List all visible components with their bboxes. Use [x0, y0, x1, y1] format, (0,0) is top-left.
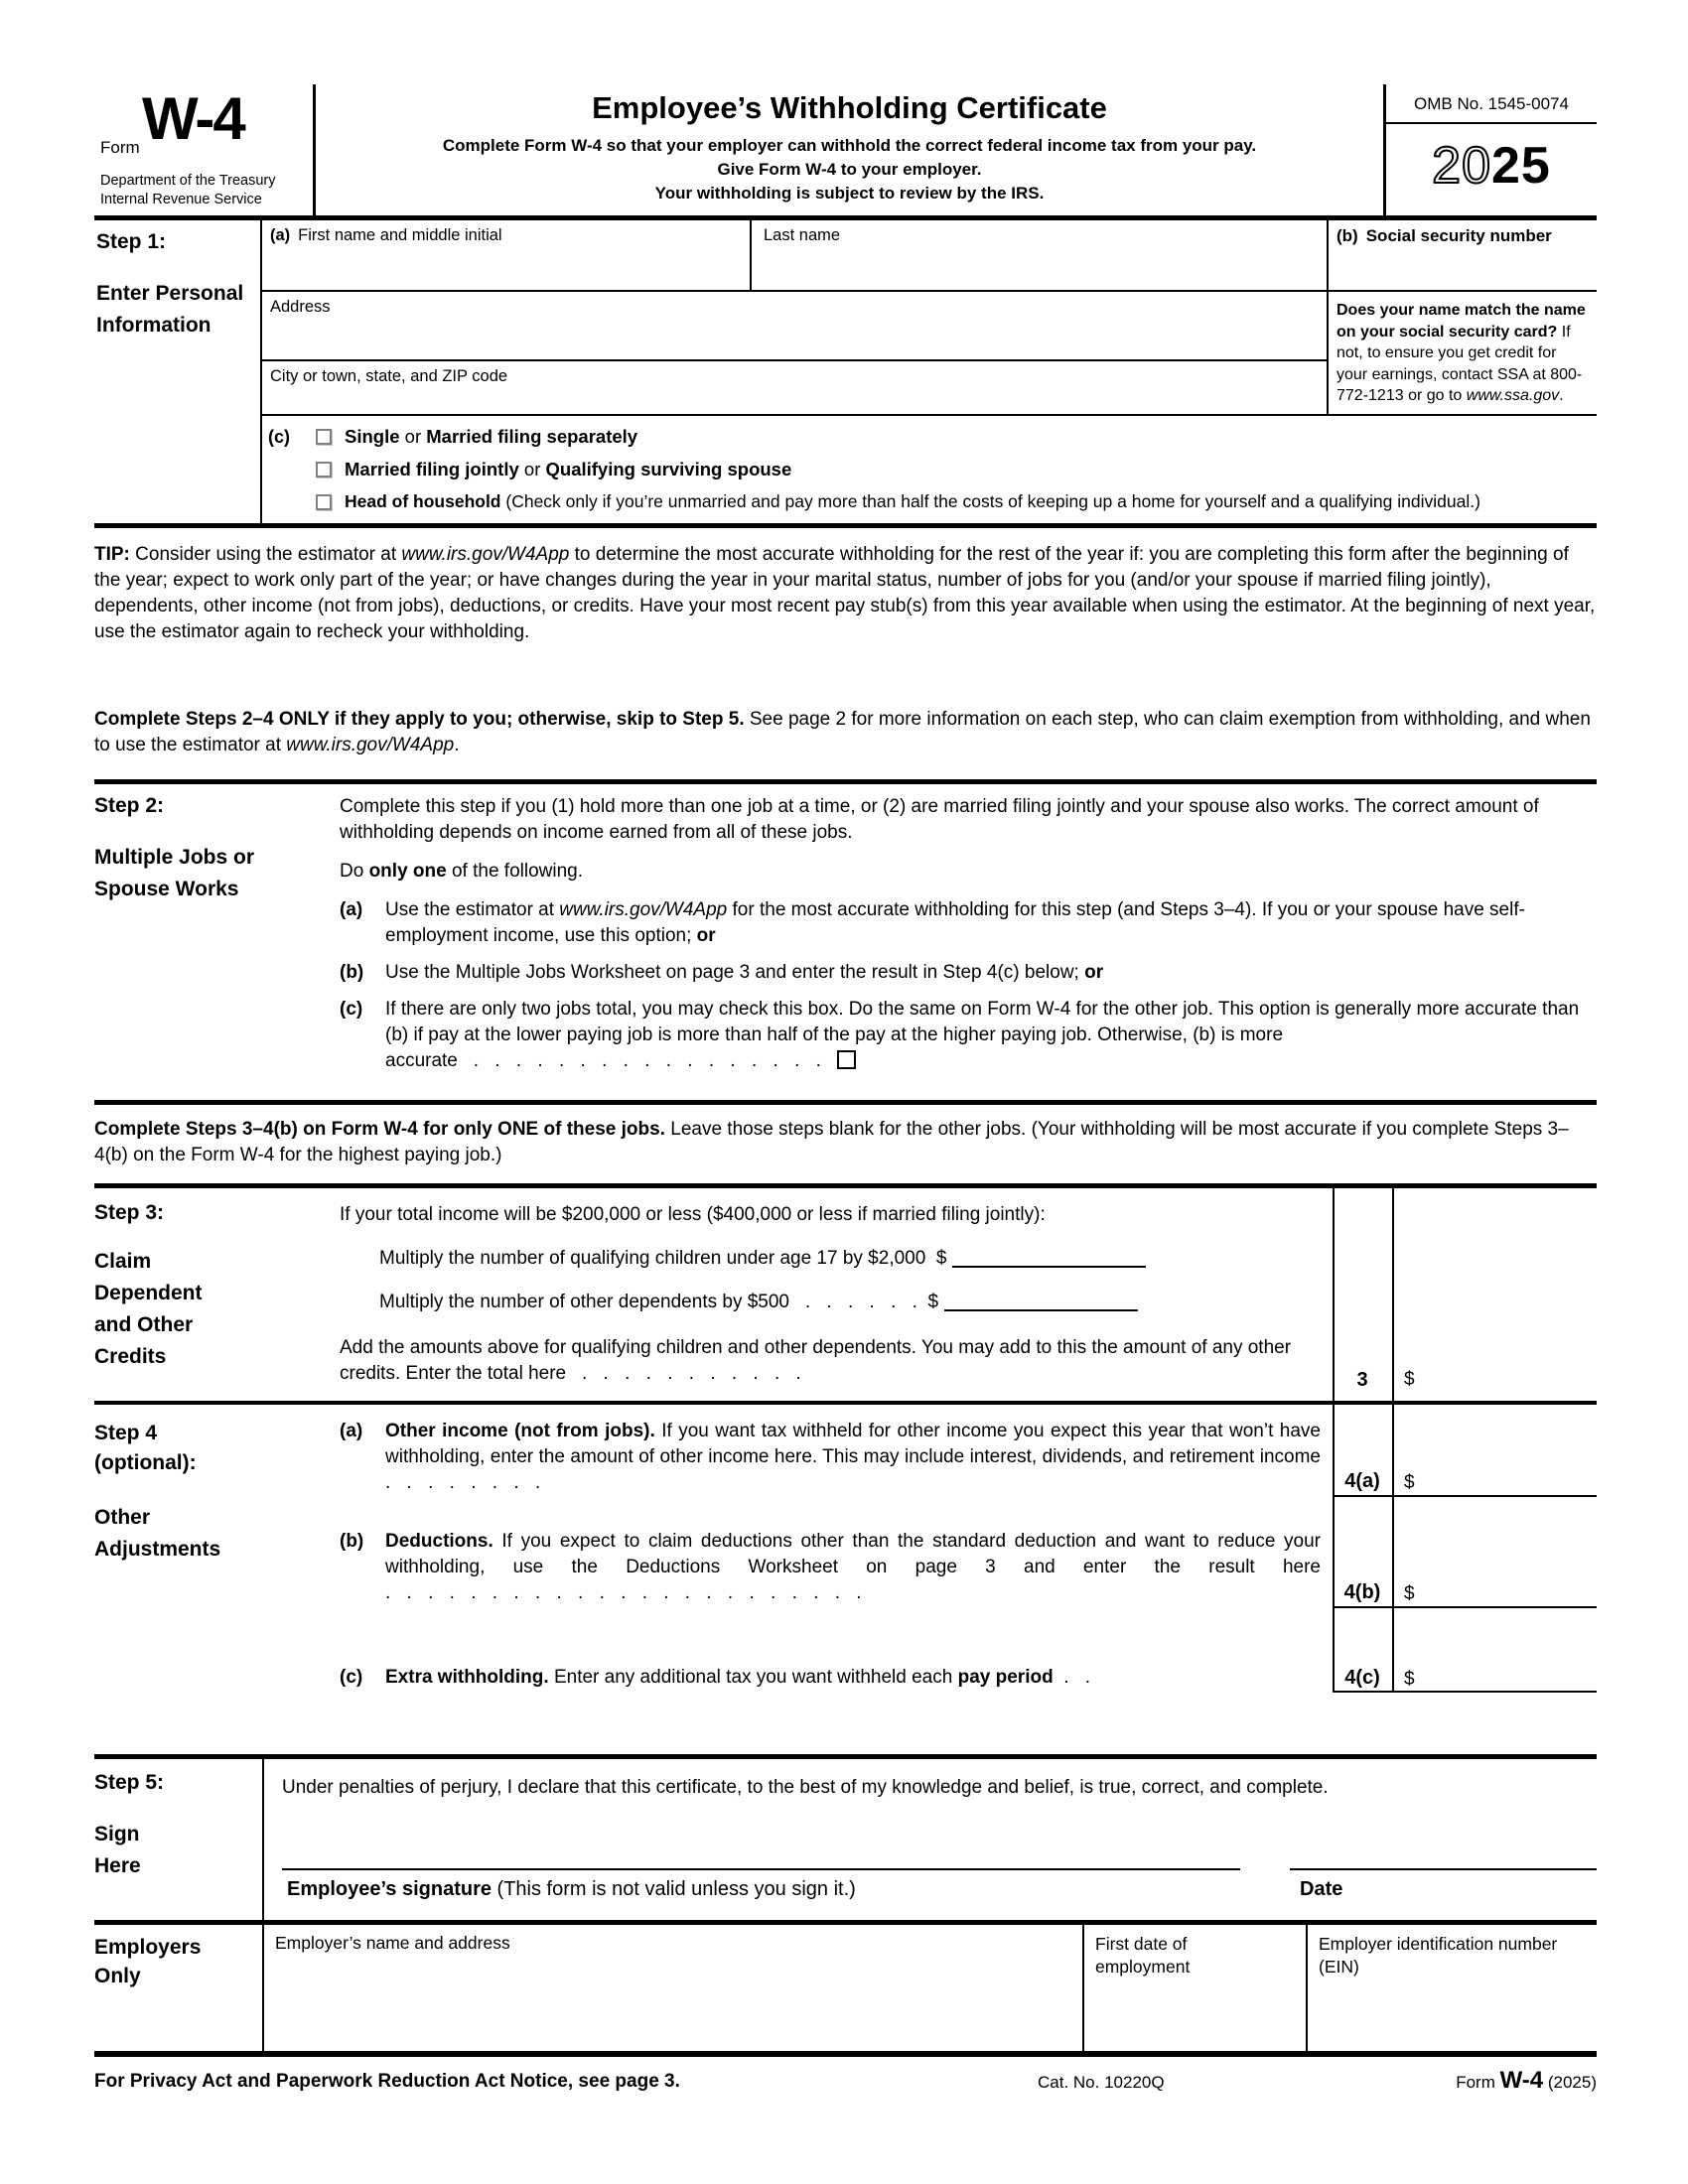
subtitle-line3: Your withholding is subject to review by the IRS.	[654, 184, 1045, 203]
form-content	[94, 84, 1597, 2103]
divider	[262, 1925, 264, 2051]
employers-only-section	[94, 1925, 1597, 2057]
filing-option-head-of-household	[266, 491, 1597, 512]
address-field[interactable]	[262, 292, 1327, 361]
two-jobs-checkbox[interactable]	[837, 1050, 856, 1069]
filing-option-married-jointly	[266, 459, 1597, 480]
subtitle-line1: Complete Form W-4 so that your employer can withhold the correct federal income tax from your pay.	[442, 136, 1257, 155]
date-caption: Date	[1300, 1878, 1343, 1900]
step3-dependents-line: Multiply the number of other dependents by $500 . . . . . . $	[340, 1290, 1321, 1315]
filing-option-label: Married filing jointly or Qualifying surviving spouse	[345, 459, 792, 479]
step4-title: Step 4 (optional):	[94, 1422, 197, 1474]
step4a-item: (a) Other income (not from jobs). If you want tax withheld for other income you expect this year that won’t have withholding, enter the amount of other income here. This may include interest, dividends, and retirement income . . . . . . . .	[340, 1421, 1321, 1493]
step2-title: Step 2:	[94, 794, 165, 817]
address-label: Address	[270, 298, 331, 316]
step1-main-column	[262, 220, 1327, 414]
head-of-household-checkbox[interactable]	[316, 494, 332, 510]
step2-option-b: (b) Use the Multiple Jobs Worksheet on page 3 and enter the result in Step 4(c) below; or	[340, 962, 1104, 983]
tip-paragraph: TIP: Consider using the estimator at www.irs.gov/W4App to determine the most accurate withholding for the rest of the year if: you are completing this form after the beginning of the year; expect to work only part of the year; or have changes during the year in your marital status, number of jobs for you (and/or your spouse if married filing jointly), dependents, other income (not from jobs), deductions, or credits. Have your most recent pay stub(s) from this year available when using the estimator. At the beginning of next year, use the estimator again to recheck your withholding.	[94, 544, 1596, 642]
step3-content	[340, 1202, 1321, 1387]
last-name-label: Last name	[764, 226, 841, 244]
first-name-field[interactable]	[262, 220, 752, 290]
filing-status-group	[262, 414, 1597, 523]
ssa-url: www.ssa.gov	[1466, 387, 1560, 404]
ssa-note	[1329, 292, 1597, 414]
tax-year-outline: 20	[1432, 137, 1491, 195]
ein-field[interactable]: Employer identification number (EIN)	[1319, 1934, 1558, 1977]
perjury-declaration: Under penalties of perjury, I declare that this certificate, to the best of my knowledge and belief, is true, correct, and complete.	[282, 1777, 1329, 1798]
step5-section	[94, 1754, 1597, 1925]
divider	[1392, 1188, 1394, 1405]
form-id-block	[94, 84, 316, 215]
step2-intro: Complete this step if you (1) hold more than one job at a time, or (2) are married filing jointly and your spouse also works. The correct amount of withholding depends on income earned from all of these jobs.	[340, 796, 1539, 843]
page-title: Employee’s Withholding Certificate	[592, 90, 1107, 125]
line4a-dollar: $	[1404, 1472, 1415, 1493]
divider	[1333, 1405, 1335, 1693]
step3-section	[94, 1188, 1597, 1405]
step2-option-c: (c) If there are only two jobs total, you may check this box. Do the same on Form W-4 for the other job. This option is generally more accurate than (b) if pay at the lower paying job is more than half of the pay at the higher paying job. Otherwise, (b) is more accurate . . . . . . . . . . . . . . . . .	[340, 999, 1580, 1071]
filing-option-single	[266, 426, 1597, 448]
ssa-note-text: If not, to ensure you get credit for your earnings, contact SSA at 800-772-1213 or go to	[1336, 323, 1583, 404]
tax-year-bold: 25	[1491, 137, 1551, 195]
step4-label	[94, 1419, 283, 1566]
omb-number: OMB No. 1545-0074	[1386, 84, 1597, 124]
divider	[1392, 1405, 1394, 1693]
subtitle-line2: Give Form W-4 to your employer.	[717, 160, 982, 179]
step4-subtitle: Other Adjustments	[94, 1506, 221, 1561]
name-row	[262, 220, 1327, 292]
city-state-zip-field[interactable]	[262, 361, 1327, 414]
step1-label	[94, 220, 262, 523]
dot-leader: . . . . . . . . . . .	[581, 1363, 801, 1384]
form-footer-id: Form W-4 (2025)	[1456, 2067, 1597, 2094]
signature-line[interactable]	[282, 1868, 1240, 1870]
step4b-item: (b) Deductions. If you expect to claim deductions other than the standard deduction and want to reduce your withholding, use the Deductions Worksheet on page 3 and enter the result here . . . . . . . . . . . . . . . . . . . . . . .	[340, 1531, 1321, 1603]
employers-only-label: Employers Only	[94, 1936, 202, 1987]
form-title-block	[316, 84, 1386, 215]
form-number: W-4	[142, 85, 244, 152]
first-name-label: First name and middle initial	[298, 226, 502, 244]
step1-side-column	[1327, 220, 1597, 414]
line4a-amount-field[interactable]	[1333, 1495, 1597, 1497]
step3-label	[94, 1200, 293, 1373]
step1-subtitle: Enter Personal Information	[96, 282, 244, 337]
step3-total-line: Add the amounts above for qualifying children and other dependents. You may add to this the amount of any other credits. Enter the total here . . . . . . . . . . .	[340, 1337, 1292, 1384]
line4b-dollar: $	[1404, 1583, 1415, 1604]
estimator-url: www.irs.gov/W4App	[401, 544, 570, 565]
last-name-field[interactable]	[752, 220, 1327, 290]
steps24-paragraph: Complete Steps 2–4 ONLY if they apply to you; otherwise, skip to Step 5. See page 2 for more information on each step, who can claim exemption from withholding, and when to use the estimator at www.irs.gov/W4App.	[94, 707, 1597, 784]
step1-top-rows	[262, 220, 1597, 414]
married-jointly-checkbox[interactable]	[316, 462, 332, 478]
dot-leader: . . . . . . . . . . . . . . . . .	[473, 1050, 821, 1071]
step4c-item: (c) Extra withholding. Enter any additional tax you want withheld each pay period . .	[340, 1667, 1091, 1688]
dot-leader: . . . . . . . . . . . . . . . . . . . . . . .	[385, 1582, 862, 1603]
privacy-act-notice: For Privacy Act and Paperwork Reduction Act Notice, see page 3.	[94, 2071, 680, 2092]
step3-title: Step 3:	[94, 1201, 165, 1224]
ssa-note-period: .	[1559, 387, 1564, 404]
step2-do-only-one: Do only one of the following.	[340, 861, 584, 882]
step5-label	[94, 1771, 213, 1882]
line4c-amount-field[interactable]	[1333, 1691, 1597, 1693]
line4b-amount-field[interactable]	[1333, 1606, 1597, 1608]
line3-dollar: $	[1404, 1369, 1415, 1390]
step2-section	[94, 784, 1597, 1105]
tag-c: (c)	[268, 426, 290, 447]
step3-intro: If your total income will be $200,000 or less ($400,000 or less if married filing jointly):	[340, 1204, 1046, 1225]
tag-a: (a)	[270, 226, 291, 244]
dependents-amount-field[interactable]	[944, 1292, 1138, 1311]
omb-year-block	[1386, 84, 1597, 215]
agency-line2: Internal Revenue Service	[100, 192, 262, 207]
agency-lines	[100, 172, 276, 209]
dot-leader: . .	[1063, 1667, 1091, 1688]
filing-option-label: Single or Married filing separately	[345, 426, 638, 447]
step2-content	[340, 794, 1597, 1100]
tip-bold: TIP:	[94, 544, 130, 565]
step3-children-line: Multiply the number of qualifying children under age 17 by $2,000 $	[340, 1246, 1321, 1272]
form-word: Form	[100, 138, 140, 157]
ssn-label: Social security number	[1365, 226, 1552, 245]
ssn-field[interactable]	[1329, 220, 1597, 292]
step3-subtitle: Claim Dependent and Other Credits	[94, 1250, 203, 1368]
employer-name-address-field[interactable]: Employer’s name and address	[275, 1933, 510, 1953]
dot-leader: . . . . . .	[804, 1292, 917, 1312]
dot-leader: . . . . . . . .	[385, 1472, 541, 1493]
step2-option-a: (a) Use the estimator at www.irs.gov/W4App for the most accurate withholding for this step (and Steps 3–4). If you or your spouse have self-employment income, use this option; or	[340, 899, 1525, 946]
ssa-note-bold: Does your name match the name on your social security card?	[1336, 302, 1586, 341]
footer-form-number: W-4	[1499, 2067, 1544, 2094]
line3-amount-field[interactable]	[1430, 1369, 1597, 1393]
tag-b: (b)	[1336, 226, 1358, 245]
step4-section	[94, 1405, 1597, 1754]
filing-option-label: Head of household (Check only if you’re unmarried and pay more than half the costs of keeping up a home for yourself and a qualifying individual.)	[345, 491, 1480, 511]
line3-number: 3	[1356, 1369, 1368, 1391]
estimator-url: www.irs.gov/W4App	[286, 735, 455, 755]
agency-line1: Department of the Treasury	[100, 173, 276, 189]
divider	[262, 1759, 264, 1920]
city-label: City or town, state, and ZIP code	[270, 367, 508, 385]
first-date-employment-field[interactable]: First date of employment	[1095, 1934, 1191, 1977]
date-line[interactable]	[1290, 1868, 1597, 1870]
line4c-number: 4(c)	[1344, 1667, 1380, 1689]
step1-title: Step 1:	[96, 230, 167, 253]
step2-subtitle: Multiple Jobs or Spouse Works	[94, 846, 255, 900]
signature-caption: Employee’s signature (This form is not valid unless you sign it.)	[287, 1878, 856, 1900]
line4a-number: 4(a)	[1344, 1470, 1380, 1492]
form-header	[94, 84, 1597, 220]
divider	[1082, 1925, 1084, 2051]
estimator-url: www.irs.gov/W4App	[559, 899, 728, 920]
divider	[1306, 1925, 1308, 2051]
form-footer	[94, 2057, 1597, 2103]
step1-fields	[262, 220, 1597, 523]
catalog-number: Cat. No. 10220Q	[1038, 2073, 1165, 2092]
step5-title: Step 5:	[94, 1771, 165, 1794]
step1-section	[94, 220, 1597, 528]
tax-year	[1386, 136, 1597, 196]
step2-label	[94, 794, 340, 1100]
line4b-number: 4(b)	[1343, 1581, 1381, 1603]
single-checkbox[interactable]	[316, 429, 332, 445]
children-amount-field[interactable]	[952, 1248, 1146, 1268]
step5-subtitle: Sign Here	[94, 1823, 141, 1877]
line4c-dollar: $	[1404, 1669, 1415, 1690]
steps34-paragraph: Complete Steps 3–4(b) on Form W-4 for only ONE of these jobs. Leave those steps blank for the other jobs. (Your withholding will be most accurate if you complete Steps 3–4(b) on the Form W-4 for the highest paying job.)	[94, 1105, 1597, 1188]
